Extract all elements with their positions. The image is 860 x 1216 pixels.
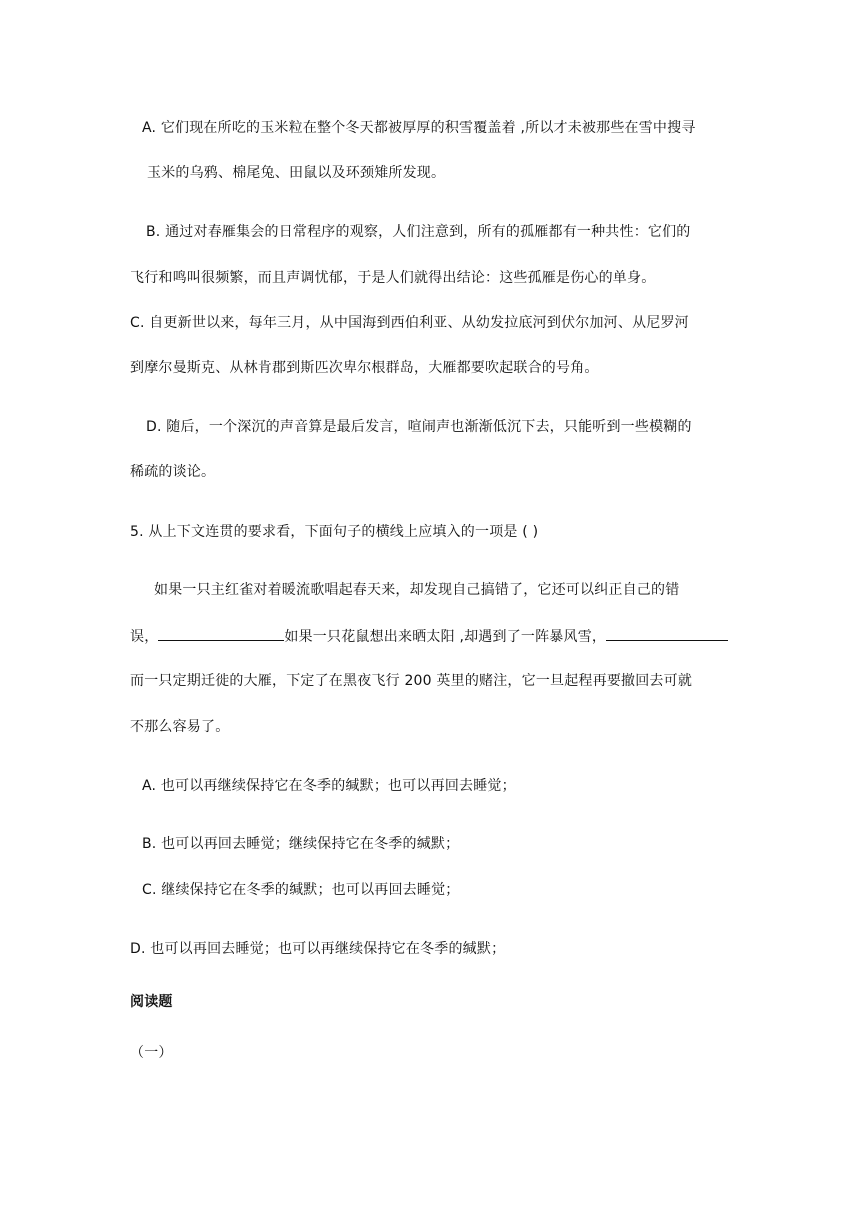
q4-option-b-line2: 飞行和鸣叫很频繁，而且声调忧郁，于是人们就得出结论：这些孤雁是伤心的单身。 bbox=[130, 270, 656, 286]
q4-option-c-line2: 到摩尔曼斯克、从林肯郡到斯匹次卑尔根群岛，大雁都要吹起联合的号角。 bbox=[130, 360, 599, 376]
q5-passage-line4: 不那么容易了。 bbox=[130, 719, 230, 735]
q4-option-b-line1: B. 通过对春雁集会的日常程序的观察，人们注意到，所有的孤雁都有一种共性：它们的 bbox=[146, 224, 691, 240]
q5-passage-line2 bbox=[130, 626, 728, 647]
q5-option-a: A. 也可以再继续保持它在冬季的缄默；也可以再回去睡觉； bbox=[142, 778, 516, 794]
q5-stem: 5. 从上下文连贯的要求看，下面句子的横线上应填入的一项是 ( ) bbox=[130, 524, 539, 540]
q5-blank-1[interactable] bbox=[158, 626, 284, 641]
q5-blank-2[interactable] bbox=[606, 626, 728, 641]
q5-option-d: D. 也可以再回去睡觉；也可以再继续保持它在冬季的缄默； bbox=[130, 941, 506, 957]
q4-option-d-line2: 稀疏的谈论。 bbox=[130, 464, 216, 480]
section-subheading: （一） bbox=[130, 1045, 173, 1061]
q5-passage-line3: 而一只定期迁徙的大雁，下定了在黑夜飞行 200 英里的赌注，它一旦起程再要撤回去可就 bbox=[130, 673, 693, 689]
q4-option-c-line1: C. 自更新世以来，每年三月，从中国海到西伯利亚、从幼发拉底河到伏尔加河、从尼罗河 bbox=[130, 315, 689, 331]
section-heading: 阅读题 bbox=[130, 994, 173, 1010]
q5-passage-line1: 如果一只主红雀对着暖流歌唱起春天来，却发现自己搞错了，它还可以纠正自己的错 bbox=[154, 582, 680, 598]
q5-option-b: B. 也可以再回去睡觉；继续保持它在冬季的缄默； bbox=[142, 836, 460, 852]
q4-option-a-line2: 玉米的乌鸦、棉尾兔、田鼠以及环颈雉所发现。 bbox=[147, 165, 446, 181]
q5-option-c: C. 继续保持它在冬季的缄默；也可以再回去睡觉； bbox=[142, 882, 460, 898]
q4-option-a-line1: A. 它们现在所吃的玉米粒在整个冬天都被厚厚的积雪覆盖着 ,所以才未被那些在雪中搜寻 bbox=[142, 120, 696, 136]
q4-option-d-line1: D. 随后，一个深沉的声音算是最后发言，喧闹声也渐渐低沉下去，只能听到一些模糊的 bbox=[146, 419, 692, 435]
q5-passage-line2-start: 误， bbox=[130, 629, 159, 645]
q5-passage-line2-middle: 如果一只花鼠想出来晒太阳 ,却遇到了一阵暴风雪， bbox=[284, 629, 607, 645]
